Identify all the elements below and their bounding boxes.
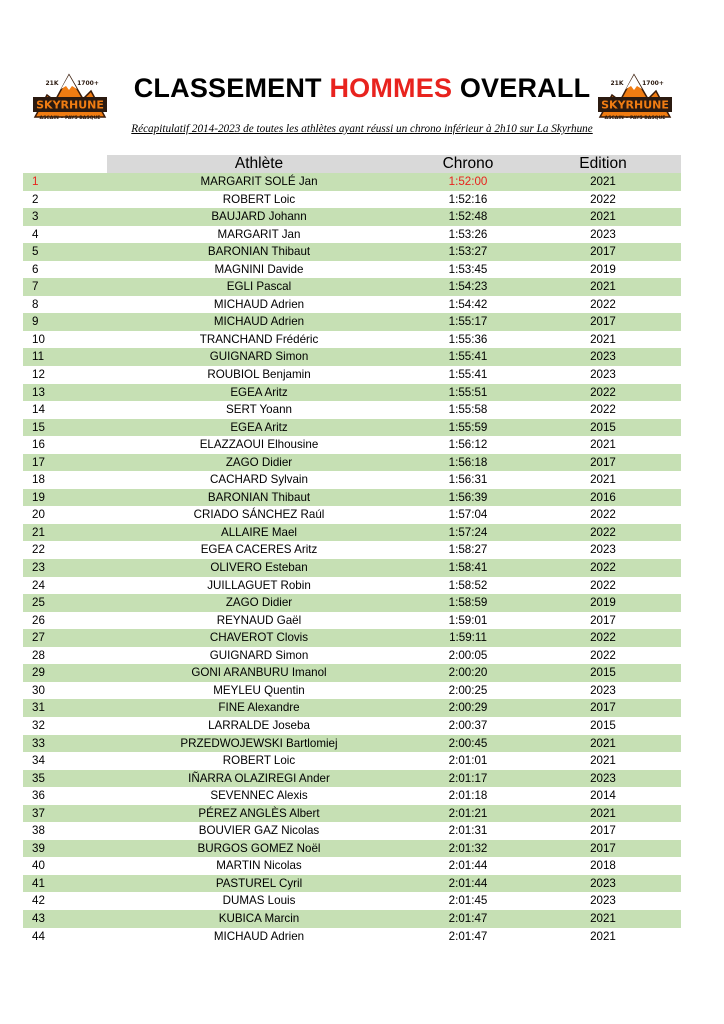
table-row	[23, 594, 681, 612]
svg-text:ASCAIN • PAYS BASQUE: ASCAIN • PAYS BASQUE	[39, 116, 101, 121]
rank-cell: 4	[32, 227, 39, 241]
athlete-cell: ELAZZAOUI Elhousine	[199, 438, 319, 452]
athlete-cell: ALLAIRE Mael	[220, 525, 298, 539]
table-row	[23, 208, 681, 226]
edition-cell: 2022	[590, 578, 616, 592]
athlete-cell: MICHAUD Adrien	[213, 315, 305, 329]
athlete-cell: BOUVIER GAZ Nicolas	[198, 824, 320, 838]
rank-cell: 22	[32, 543, 45, 557]
mountain-logo-icon	[596, 71, 674, 121]
athlete-cell: BURGOS GOMEZ Noël	[197, 841, 321, 855]
rank-cell: 3	[32, 210, 39, 224]
chrono-cell: 2:01:01	[448, 754, 488, 768]
edition-cell: 2014	[590, 789, 616, 803]
chrono-cell: 1:56:18	[448, 455, 488, 469]
chrono-cell: 2:01:45	[448, 894, 488, 908]
chrono-cell: 1:58:27	[448, 543, 488, 557]
rank-cell: 23	[32, 561, 45, 575]
athlete-cell: EGEA Aritz	[230, 385, 288, 399]
athlete-cell: EGEA Aritz	[230, 420, 288, 434]
chrono-cell: 2:01:32	[448, 841, 488, 855]
rank-cell: 40	[32, 859, 45, 873]
athlete-cell: SEVENNEC Alexis	[210, 789, 308, 803]
chrono-cell: 2:01:47	[448, 929, 488, 943]
edition-cell: 2015	[590, 666, 616, 680]
edition-cell: 2023	[590, 771, 616, 785]
table-header	[23, 155, 681, 173]
chrono-cell: 2:01:18	[448, 789, 488, 803]
edition-cell: 2019	[590, 596, 616, 610]
rank-cell: 5	[32, 245, 39, 259]
athlete-cell: IÑARRA OLAZIREGI Ander	[188, 771, 330, 785]
chrono-cell: 2:01:21	[448, 806, 488, 820]
rank-cell: 32	[32, 718, 45, 732]
table-row	[23, 541, 681, 559]
athlete-cell: ROBERT Loic	[222, 754, 296, 768]
chrono-cell: 2:00:05	[448, 648, 488, 662]
table-row	[23, 787, 681, 805]
edition-cell: 2016	[590, 490, 616, 504]
edition-cell: 2023	[590, 894, 616, 908]
header-edition: Edition	[579, 155, 627, 172]
edition-cell: 2022	[590, 385, 616, 399]
chrono-cell: 2:01:47	[448, 911, 488, 925]
table-row	[23, 384, 681, 402]
skyrhune-logo-right	[596, 71, 674, 121]
ranking-table	[23, 155, 681, 945]
edition-cell: 2021	[590, 911, 616, 925]
rank-cell: 7	[32, 280, 39, 294]
athlete-cell: GUIGNARD Simon	[209, 648, 309, 662]
athlete-cell: BARONIAN Thibaut	[207, 490, 311, 504]
athlete-cell: MAGNINI Davide	[214, 262, 304, 276]
chrono-cell: 1:57:24	[448, 525, 488, 539]
edition-cell: 2019	[590, 262, 616, 276]
edition-cell: 2022	[590, 631, 616, 645]
rank-cell: 33	[32, 736, 45, 750]
edition-cell: 2021	[590, 736, 616, 750]
chrono-cell: 1:59:11	[449, 631, 487, 645]
rank-cell: 9	[32, 315, 39, 329]
chrono-cell: 2:00:25	[448, 683, 488, 697]
rank-cell: 29	[32, 666, 45, 680]
chrono-cell: 2:00:20	[448, 666, 488, 680]
table-row	[23, 875, 681, 893]
chrono-cell: 1:55:41	[448, 368, 488, 382]
table-row	[23, 822, 681, 840]
chrono-cell: 1:54:42	[448, 297, 488, 311]
title-part3: OVERALL	[452, 73, 591, 103]
table-row	[23, 805, 681, 823]
edition-cell: 2021	[590, 438, 616, 452]
header-athlete: Athlète	[234, 155, 284, 172]
table-row	[23, 366, 681, 384]
edition-cell: 2017	[590, 613, 616, 627]
chrono-cell: 1:56:31	[448, 473, 488, 487]
chrono-cell: 1:56:39	[448, 490, 488, 504]
rank-cell: 28	[32, 648, 45, 662]
rank-cell: 44	[32, 929, 45, 943]
athlete-cell: ZAGO Didier	[225, 455, 293, 469]
athlete-cell: GONI ARANBURU Imanol	[191, 666, 327, 680]
table-row	[23, 419, 681, 437]
athlete-cell: CHAVEROT Clovis	[209, 631, 309, 645]
edition-cell: 2023	[590, 543, 616, 557]
edition-cell: 2022	[590, 561, 616, 575]
rank-cell: 14	[32, 403, 45, 417]
edition-cell: 2021	[590, 332, 616, 346]
chrono-cell: 1:55:36	[448, 332, 488, 346]
rank-cell: 38	[32, 824, 45, 838]
edition-cell: 2017	[590, 824, 616, 838]
table-row	[23, 559, 681, 577]
chrono-cell: 2:01:44	[448, 859, 488, 873]
table-row	[23, 524, 681, 542]
rank-cell: 6	[32, 262, 39, 276]
edition-cell: 2021	[590, 806, 616, 820]
athlete-cell: DUMAS Louis	[222, 894, 296, 908]
athlete-cell: MARGARIT SOLÉ Jan	[200, 175, 318, 188]
chrono-cell: 2:00:45	[448, 736, 488, 750]
title-part1: CLASSEMENT	[133, 73, 330, 103]
table-row	[23, 612, 681, 630]
athlete-cell: JUILLAGUET Robin	[207, 578, 311, 592]
edition-cell: 2023	[590, 368, 616, 382]
table-row	[23, 506, 681, 524]
athlete-cell: KUBICA Marcin	[218, 911, 300, 925]
chrono-cell: 1:55:58	[448, 403, 488, 417]
athlete-cell: GUIGNARD Simon	[209, 350, 309, 364]
table-row	[23, 348, 681, 366]
edition-cell: 2021	[590, 473, 616, 487]
edition-cell: 2022	[590, 648, 616, 662]
table-row	[23, 296, 681, 314]
svg-text:1700+: 1700+	[77, 80, 99, 87]
chrono-cell: 1:58:52	[448, 578, 488, 592]
table-row	[23, 629, 681, 647]
table-row	[23, 928, 681, 946]
chrono-cell: 1:55:17	[448, 315, 488, 329]
edition-cell: 2015	[590, 420, 616, 434]
chrono-cell: 2:00:37	[448, 718, 488, 732]
athlete-cell: BARONIAN Thibaut	[207, 245, 311, 259]
edition-cell: 2017	[590, 245, 616, 259]
athlete-cell: MEYLEU Quentin	[213, 683, 305, 697]
subtitle: Récapitulatif 2014-2023 de toutes les athlètes ayant réussi un chrono inférieur à 2h10 sur La Skyrhune	[131, 123, 593, 135]
edition-cell: 2018	[590, 859, 616, 873]
rank-cell: 26	[32, 613, 45, 627]
athlete-cell: FINE Alexandre	[218, 701, 300, 715]
svg-text:SKYRHUNE: SKYRHUNE	[36, 98, 104, 112]
svg-text:ASCAIN • PAYS BASQUE: ASCAIN • PAYS BASQUE	[604, 116, 666, 121]
edition-cell: 2017	[590, 841, 616, 855]
edition-cell: 2022	[590, 297, 616, 311]
athlete-cell: OLIVERO Esteban	[210, 561, 308, 575]
page-title	[110, 71, 614, 105]
athlete-cell: PÉREZ ANGLÈS Albert	[198, 806, 320, 820]
header-chrono: Chrono	[442, 155, 494, 172]
table-row	[23, 331, 681, 349]
svg-text:SKYRHUNE: SKYRHUNE	[601, 98, 669, 112]
edition-cell: 2021	[590, 280, 616, 294]
edition-cell: 2022	[590, 192, 616, 206]
chrono-cell: 1:53:26	[448, 227, 488, 241]
chrono-cell: 2:01:17	[448, 771, 488, 785]
rank-cell: 42	[32, 894, 45, 908]
rank-cell: 31	[32, 701, 45, 715]
table-row	[23, 489, 681, 507]
table-row	[23, 735, 681, 753]
chrono-cell: 2:01:44	[448, 876, 488, 890]
edition-cell: 2015	[590, 718, 616, 732]
rank-cell: 1	[32, 175, 39, 188]
edition-cell: 2021	[590, 754, 616, 768]
mountain-logo-icon	[31, 71, 109, 121]
table-row	[23, 577, 681, 595]
athlete-cell: SERT Yoann	[226, 403, 292, 417]
edition-cell: 2022	[590, 525, 616, 539]
rank-cell: 13	[32, 385, 45, 399]
rank-cell: 39	[32, 841, 45, 855]
edition-cell: 2022	[590, 508, 616, 522]
table-row	[23, 910, 681, 928]
athlete-cell: MICHAUD Adrien	[213, 929, 305, 943]
rank-cell: 37	[32, 806, 45, 820]
rank-cell: 12	[32, 368, 45, 382]
chrono-cell: 1:56:12	[448, 438, 488, 452]
edition-cell: 2021	[590, 929, 616, 943]
chrono-cell: 2:00:29	[448, 701, 488, 715]
edition-cell: 2021	[590, 175, 616, 188]
rank-cell: 10	[32, 332, 45, 346]
rank-cell: 16	[32, 438, 45, 452]
chrono-cell: 1:55:41	[448, 350, 488, 364]
athlete-cell: MARTIN Nicolas	[216, 859, 302, 873]
table-row	[23, 892, 681, 910]
rank-cell: 21	[32, 525, 45, 539]
svg-text:21K: 21K	[45, 80, 59, 87]
table-row	[23, 278, 681, 296]
chrono-cell: 1:53:45	[448, 262, 488, 276]
edition-cell: 2022	[590, 403, 616, 417]
table-row	[23, 770, 681, 788]
rank-cell: 2	[32, 192, 39, 206]
athlete-cell: TRANCHAND Frédéric	[199, 332, 319, 346]
rank-cell: 27	[32, 631, 45, 645]
table-row	[23, 454, 681, 472]
chrono-cell: 1:59:01	[448, 613, 488, 627]
rank-cell: 41	[32, 876, 45, 890]
table-row	[23, 191, 681, 209]
athlete-cell: REYNAUD Gaël	[216, 613, 302, 627]
rank-cell: 17	[32, 455, 45, 469]
edition-cell: 2017	[590, 701, 616, 715]
chrono-cell: 1:58:41	[448, 561, 488, 575]
chrono-cell: 1:52:16	[448, 192, 488, 206]
edition-cell: 2023	[590, 227, 616, 241]
athlete-cell: EGLI Pascal	[226, 280, 292, 294]
chrono-cell: 1:52:00	[448, 175, 488, 188]
edition-cell: 2017	[590, 315, 616, 329]
table-row	[23, 682, 681, 700]
rank-cell: 35	[32, 771, 45, 785]
edition-cell: 2021	[590, 210, 616, 224]
athlete-cell: MARGARIT Jan	[217, 227, 301, 241]
edition-cell: 2023	[590, 350, 616, 364]
rank-cell: 43	[32, 911, 45, 925]
table-row	[23, 699, 681, 717]
edition-cell: 2023	[590, 683, 616, 697]
table-row	[23, 226, 681, 244]
table-row	[23, 840, 681, 858]
rank-cell: 36	[32, 789, 45, 803]
rank-cell: 19	[32, 490, 45, 504]
table-row	[23, 436, 681, 454]
athlete-cell: ROBERT Loic	[222, 192, 296, 206]
chrono-cell: 1:55:51	[448, 385, 488, 399]
svg-text:1700+: 1700+	[642, 80, 664, 87]
athlete-cell: MICHAUD Adrien	[213, 297, 305, 311]
table-row	[23, 647, 681, 665]
edition-cell: 2023	[590, 876, 616, 890]
athlete-cell: ROUBIOL Benjamin	[207, 368, 311, 382]
athlete-cell: CACHARD Sylvain	[210, 473, 308, 487]
table-row	[23, 717, 681, 735]
skyrhune-logo-left	[31, 71, 109, 121]
svg-text:21K: 21K	[610, 80, 624, 87]
athlete-cell: BAUJARD Johann	[211, 210, 307, 224]
chrono-cell: 1:57:04	[448, 508, 488, 522]
rank-cell: 24	[32, 578, 45, 592]
rank-cell: 8	[32, 297, 39, 311]
table-row	[23, 752, 681, 770]
chrono-cell: 1:58:59	[448, 596, 488, 610]
athlete-cell: PRZEDWOJEWSKI Bartlomiej	[180, 736, 338, 750]
chrono-cell: 2:01:31	[448, 824, 488, 838]
athlete-cell: CRIADO SÁNCHEZ Raúl	[193, 508, 325, 522]
table-row	[23, 471, 681, 489]
chrono-cell: 1:53:27	[448, 245, 488, 259]
edition-cell: 2017	[590, 455, 616, 469]
rank-cell: 18	[32, 473, 45, 487]
chrono-cell: 1:54:23	[448, 280, 488, 294]
table-row	[23, 313, 681, 331]
table-row	[23, 401, 681, 419]
table-body	[23, 173, 681, 945]
chrono-cell: 1:55:59	[448, 420, 488, 434]
rank-cell: 30	[32, 683, 45, 697]
athlete-cell: ZAGO Didier	[225, 596, 293, 610]
athlete-cell: LARRALDE Joseba	[208, 718, 310, 732]
title-accent: HOMMES	[329, 73, 453, 103]
table-row	[23, 173, 681, 191]
table-row	[23, 261, 681, 279]
rank-cell: 20	[32, 508, 45, 522]
athlete-cell: PASTUREL Cyril	[215, 876, 303, 890]
chrono-cell: 1:52:48	[448, 210, 488, 224]
table-row	[23, 664, 681, 682]
table-row	[23, 857, 681, 875]
table-row	[23, 243, 681, 261]
rank-cell: 34	[32, 754, 45, 768]
rank-cell: 15	[32, 420, 45, 434]
rank-cell: 25	[32, 596, 45, 610]
athlete-cell: EGEA CACERES Aritz	[200, 543, 318, 557]
rank-cell: 11	[32, 350, 45, 364]
